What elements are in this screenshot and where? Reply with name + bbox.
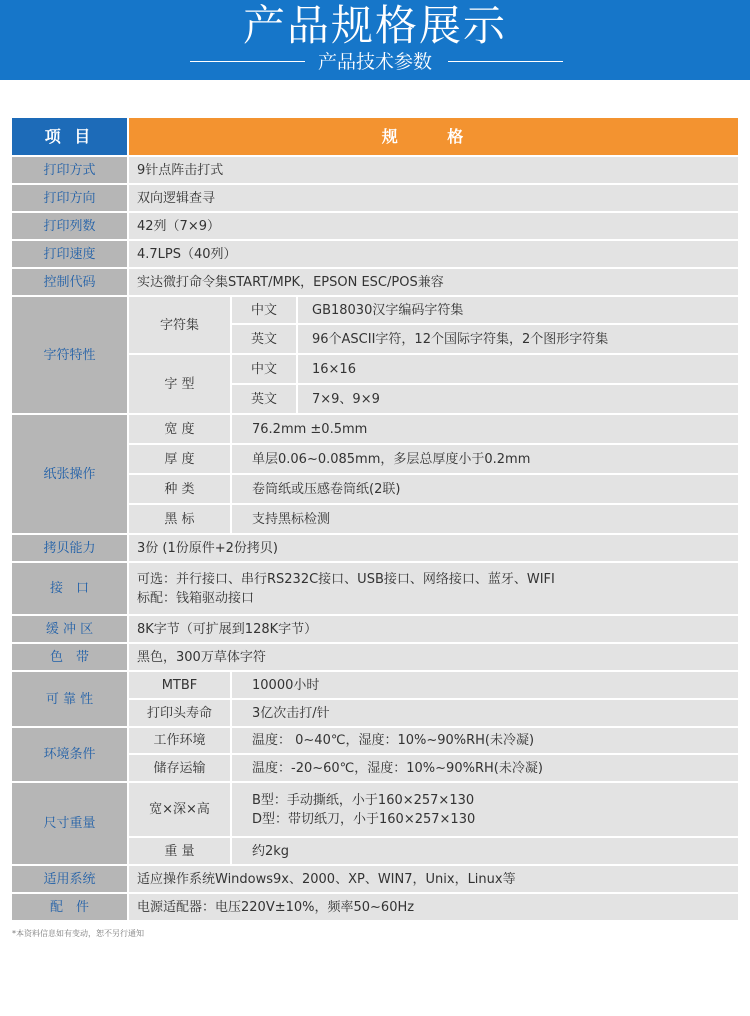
value-print-speed: 4.7LPS（40列） bbox=[129, 241, 738, 267]
label-print-direction: 打印方向 bbox=[12, 185, 127, 211]
label-os: 适用系统 bbox=[12, 866, 127, 892]
value-print-method: 9针点阵击打式 bbox=[129, 157, 738, 183]
value-interface-standard: 标配：钱箱驱动接口 bbox=[137, 590, 255, 606]
label-paper-width: 宽 度 bbox=[129, 415, 230, 443]
value-ribbon: 黑色，300万草体字符 bbox=[129, 644, 738, 670]
value-paper-width: 76.2mm ±0.5mm bbox=[232, 415, 738, 443]
footnote: *本资料信息如有变动，恕不另行通知 bbox=[12, 929, 144, 938]
label-mtbf: MTBF bbox=[129, 672, 230, 698]
value-charset-en: 96个ASCII字符，12个国际字符集，2个图形字符集 bbox=[298, 325, 738, 353]
label-reliability: 可 靠 性 bbox=[12, 672, 127, 726]
header-spec: 规 格 bbox=[129, 118, 738, 155]
value-dimensions-b: B型：手动撕纸，小于160×257×130 bbox=[252, 792, 475, 808]
label-charset: 字符集 bbox=[129, 297, 230, 353]
label-parts: 配 件 bbox=[12, 894, 127, 920]
value-weight: 约2kg bbox=[232, 838, 738, 864]
label-print-method: 打印方式 bbox=[12, 157, 127, 183]
label-glyph-en: 英文 bbox=[232, 385, 296, 413]
value-paper-thickness: 单层0.06~0.085mm，多层总厚度小于0.2mm bbox=[232, 445, 738, 473]
value-storage-env: 温度：-20~60℃，湿度：10%~90%RH(未冷凝) bbox=[232, 755, 738, 781]
label-paper-kind: 种 类 bbox=[129, 475, 230, 503]
value-charset-cn: GB18030汉字编码字符集 bbox=[298, 297, 738, 323]
value-paper-kind: 卷筒纸或压感卷筒纸(2联) bbox=[232, 475, 738, 503]
value-work-env: 温度： 0~40℃，湿度：10%~90%RH(未冷凝) bbox=[232, 728, 738, 753]
value-copy: 3份 (1份原件+2份拷贝) bbox=[129, 535, 738, 561]
label-storage-env: 储存运输 bbox=[129, 755, 230, 781]
value-os: 适应操作系统Windows9x、2000、XP、WIN7，Unix，Linux等 bbox=[129, 866, 738, 892]
label-weight: 重 量 bbox=[129, 838, 230, 864]
banner-subtitle: 产品技术参数 bbox=[317, 51, 432, 73]
label-ribbon: 色 带 bbox=[12, 644, 127, 670]
label-interface: 接 口 bbox=[12, 563, 127, 614]
label-size-weight: 尺寸重量 bbox=[12, 783, 127, 864]
label-paper-mark: 黑 标 bbox=[129, 505, 230, 533]
label-buffer: 缓 冲 区 bbox=[12, 616, 127, 642]
label-control-code: 控制代码 bbox=[12, 269, 127, 295]
label-environment: 环境条件 bbox=[12, 728, 127, 781]
value-interface bbox=[129, 563, 738, 614]
value-glyph-cn: 16×16 bbox=[298, 355, 738, 383]
label-dimensions: 宽×深×高 bbox=[129, 783, 230, 836]
label-print-speed: 打印速度 bbox=[12, 241, 127, 267]
value-dimensions-d: D型：带切纸刀，小于160×257×130 bbox=[252, 811, 476, 827]
label-work-env: 工作环境 bbox=[129, 728, 230, 753]
value-glyph-en: 7×9、9×9 bbox=[298, 385, 738, 413]
value-dimensions bbox=[232, 783, 738, 836]
label-charset-cn: 中文 bbox=[232, 297, 296, 323]
value-print-columns: 42列（7×9） bbox=[129, 213, 738, 239]
header-item: 项 目 bbox=[12, 118, 127, 155]
label-paper-thickness: 厚 度 bbox=[129, 445, 230, 473]
label-charset-en: 英文 bbox=[232, 325, 296, 353]
value-control-code: 实达微打命令集START/MPK，EPSON ESC/POS兼容 bbox=[129, 269, 738, 295]
label-char-features: 字符特性 bbox=[12, 297, 127, 413]
value-buffer: 8K字节（可扩展到128K字节） bbox=[129, 616, 738, 642]
banner-title: 产品规格展示 bbox=[242, 1, 507, 50]
label-copy: 拷贝能力 bbox=[12, 535, 127, 561]
value-head-life: 3亿次击打/针 bbox=[232, 700, 738, 726]
label-glyph-cn: 中文 bbox=[232, 355, 296, 383]
value-paper-mark: 支持黑标检测 bbox=[232, 505, 738, 533]
label-head-life: 打印头寿命 bbox=[129, 700, 230, 726]
value-parts: 电源适配器：电压220V±10%，频率50~60Hz bbox=[129, 894, 738, 920]
label-glyph: 字 型 bbox=[129, 355, 230, 413]
label-print-columns: 打印列数 bbox=[12, 213, 127, 239]
value-print-direction: 双向逻辑查寻 bbox=[129, 185, 738, 211]
label-paper: 纸张操作 bbox=[12, 415, 127, 533]
value-interface-optional: 可选：并行接口、串行RS232C接口、USB接口、网络接口、蓝牙、WIFI bbox=[137, 571, 555, 587]
value-mtbf: 10000小时 bbox=[232, 672, 738, 698]
